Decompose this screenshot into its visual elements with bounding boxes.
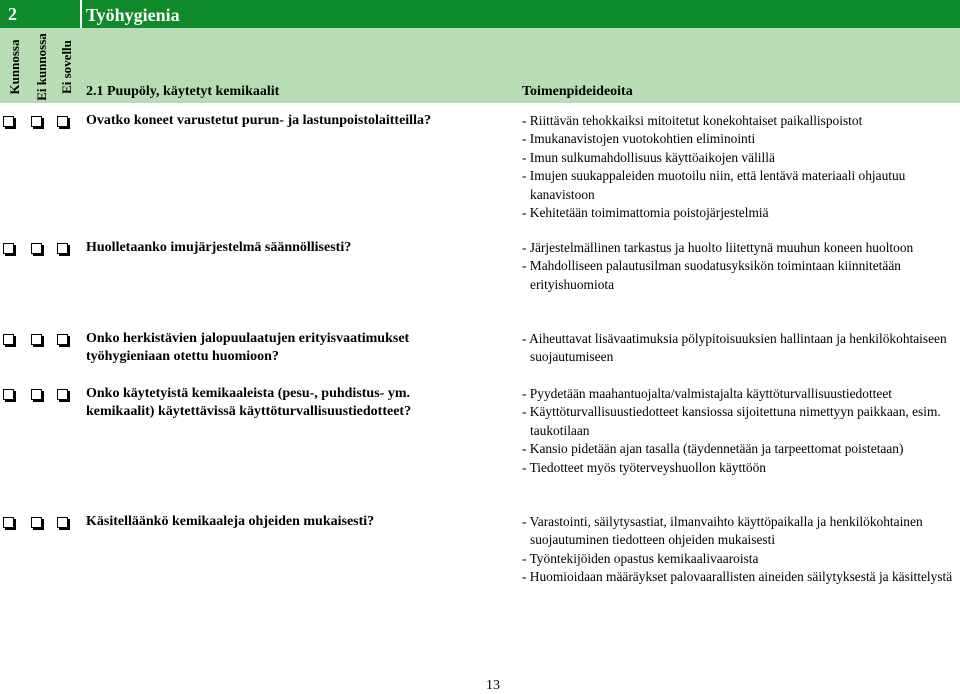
chapter-header bbox=[0, 0, 960, 28]
checkbox-not-ok[interactable] bbox=[31, 389, 42, 400]
question-text: Ovatko koneet varustetut purun- ja lastunpoistolaitteilla? bbox=[86, 113, 431, 128]
action-list bbox=[522, 239, 958, 294]
action-item: - Järjestelmällinen tarkastus ja huolto liitettynä muuhun koneen huoltoon bbox=[522, 240, 914, 255]
checkbox-ok[interactable] bbox=[3, 334, 14, 345]
checkbox-ok[interactable] bbox=[3, 389, 14, 400]
question-text: Onko herkistävien jalopuulaatujen erityisvaatimukset työhygieniaan otettu huomioon? bbox=[86, 331, 410, 364]
action-item: - Tiedotteet myös työterveyshuollon käyttöön bbox=[522, 459, 766, 475]
question-text: Huolletaanko imujärjestelmä säännöllisesti? bbox=[86, 240, 352, 255]
question-text: Onko käytetyistä kemikaaleista (pesu-, puhdistus- ym. kemikaalit) käytettävissä käyttöturvallisuustiedotteet? bbox=[86, 386, 412, 419]
action-item: - Imukanavistojen vuotokohtien eliminointi bbox=[522, 131, 756, 147]
action-item: - Varastointi, säilytysastiat, ilmanvaihto käyttöpaikalla ja henkilökohtainen suojautuminen tiedotteen ohjeiden mukaisesti bbox=[522, 514, 923, 548]
action-item: - Kehitetään toimimattomia poistojärjestelmiä bbox=[522, 205, 769, 221]
action-item: - Käyttöturvallisuustiedotteet kansiossa sijoitettuna nimettyyn paikkaan, esim. taukotilaan bbox=[522, 404, 941, 438]
action-item: - Pyydetään maahantuojalta/valmistajalta käyttöturvallisuustiedotteet bbox=[522, 386, 892, 401]
action-list bbox=[522, 513, 958, 587]
checkbox-not-ok[interactable] bbox=[31, 517, 42, 528]
checkbox-not-ok[interactable] bbox=[31, 243, 42, 254]
checkbox-not-applicable[interactable] bbox=[57, 334, 68, 345]
action-item: - Huomioidaan määräykset palovaarallisten aineiden säilytyksestä ja käsittelystä bbox=[522, 569, 953, 585]
col-header-not-applicable: Ei sovellu bbox=[59, 40, 74, 94]
chapter-title: Työhygienia bbox=[86, 5, 180, 25]
section-title: 2.1 Puupöly, käytetyt kemikaalit bbox=[86, 84, 280, 99]
checkbox-not-ok[interactable] bbox=[31, 334, 42, 345]
action-item: - Imujen suukappaleiden muotoilu niin, että lentävä materiaali ohjautuu kanavistoon bbox=[522, 168, 906, 202]
checkbox-ok[interactable] bbox=[3, 243, 14, 254]
checkbox-not-applicable[interactable] bbox=[57, 389, 68, 400]
page-number: 13 bbox=[486, 678, 500, 693]
action-item: - Mahdolliseen palautusilman suodatusyksikön toimintaan kiinnitetään erityishuomiota bbox=[522, 258, 901, 292]
checkbox-ok[interactable] bbox=[3, 517, 14, 528]
checkbox-not-applicable[interactable] bbox=[57, 517, 68, 528]
checkbox-not-ok[interactable] bbox=[31, 116, 42, 127]
action-item: - Riittävän tehokkaiksi mitoitetut konekohtaiset paikallispoistot bbox=[522, 113, 863, 128]
action-list bbox=[522, 385, 958, 477]
header-divider bbox=[80, 0, 82, 28]
col-header-not-ok: Ei kunnossa bbox=[34, 33, 49, 101]
col-header-ok: Kunnossa bbox=[7, 39, 22, 95]
action-item: - Kansio pidetään ajan tasalla (täydennetään ja tarpeettomat poistetaan) bbox=[522, 441, 904, 457]
actions-header: Toimenpideideoita bbox=[522, 84, 633, 99]
action-list bbox=[522, 112, 958, 222]
action-item: - Aiheuttavat lisävaatimuksia pölypitoisuuksien hallintaan ja henkilökohtaiseen suojautumiseen bbox=[522, 331, 947, 365]
action-list bbox=[522, 330, 958, 367]
checkbox-ok[interactable] bbox=[3, 116, 14, 127]
checkbox-not-applicable[interactable] bbox=[57, 116, 68, 127]
checkbox-not-applicable[interactable] bbox=[57, 243, 68, 254]
action-item: - Imun sulkumahdollisuus käyttöaikojen välillä bbox=[522, 149, 775, 165]
chapter-number: 2 bbox=[8, 4, 17, 24]
action-item: - Työntekijöiden opastus kemikaalivaaroista bbox=[522, 550, 759, 566]
question-text: Käsitelläänkö kemikaaleja ohjeiden mukaisesti? bbox=[86, 514, 375, 529]
